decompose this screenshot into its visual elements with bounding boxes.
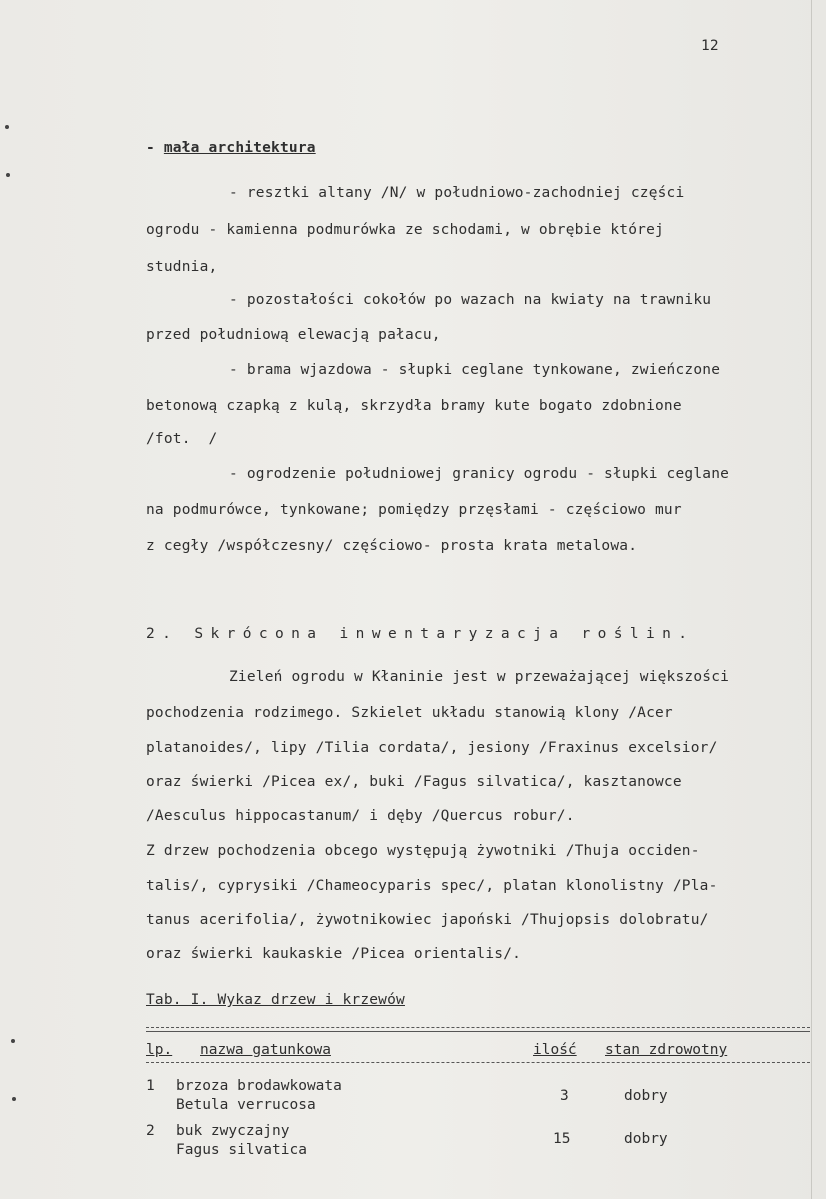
- row-lp: 1: [146, 1078, 155, 1094]
- body-line: pochodzenia rodzimego. Szkielet układu stanowią klony /Acer: [146, 705, 673, 721]
- body-line: tanus acerifolia/, żywotnikowiec japoński /Thujopsis dolobratu/: [146, 912, 709, 928]
- page-number: 12: [701, 38, 719, 54]
- paragraph-line: przed południową elewacją pałacu,: [146, 327, 441, 343]
- paragraph-line: /fot. /: [146, 431, 218, 447]
- section-heading-text: mała architektura: [163, 140, 316, 156]
- row-name-pl: buk zwyczajny: [176, 1123, 290, 1139]
- section-dash: -: [146, 140, 164, 156]
- table-top-rule: [146, 1027, 810, 1028]
- row-lp: 2: [146, 1123, 155, 1139]
- paragraph-line: - resztki altany /N/ w południowo-zachodniej części: [229, 185, 685, 201]
- row-state: dobry: [624, 1131, 668, 1147]
- margin-speck: [12, 1097, 16, 1101]
- paragraph-line: - ogrodzenie południowej granicy ogrodu - słupki ceglane: [229, 466, 730, 482]
- row-qty: 3: [560, 1088, 569, 1104]
- section-heading: [146, 138, 316, 158]
- body-line: talis/, cyprysiki /Chameocyparis spec/, platan klonolistny /Pla-: [146, 878, 718, 894]
- margin-speck: [5, 125, 9, 129]
- header-lp: lp.: [146, 1042, 173, 1058]
- paragraph-line: studnia,: [146, 259, 218, 275]
- header-qty: ilość: [533, 1042, 577, 1058]
- row-name-lat: Fagus silvatica: [176, 1142, 307, 1158]
- row-state: dobry: [624, 1088, 668, 1104]
- body-line: Zieleń ogrodu w Kłaninie jest w przeważającej większości: [229, 669, 730, 685]
- paragraph-line: - brama wjazdowa - słupki ceglane tynkowane, zwieńczone: [229, 362, 721, 378]
- header-bottom-rule: [146, 1062, 810, 1063]
- paragraph-line: z cegły /współczesny/ częściowo- prosta krata metalowa.: [146, 538, 638, 554]
- row-qty: 15: [553, 1131, 571, 1147]
- page-edge-line: [811, 0, 812, 1199]
- table-top-rule-solid: [146, 1031, 810, 1032]
- row-name-lat: Betula verrucosa: [176, 1097, 316, 1113]
- body-line: Z drzew pochodzenia obcego występują żywotniki /Thuja occiden-: [146, 843, 700, 859]
- body-line: oraz świerki /Picea ex/, buki /Fagus silvatica/, kasztanowce: [146, 774, 682, 790]
- paragraph-line: na podmurówce, tynkowane; pomiędzy przęsłami - częściowo mur: [146, 502, 682, 518]
- body-line: /Aesculus hippocastanum/ i dęby /Quercus robur/.: [146, 808, 575, 824]
- header-name: nazwa gatunkowa: [200, 1042, 331, 1058]
- body-line: platanoides/, lipy /Tilia cordata/, jesiony /Fraxinus excelsior/: [146, 740, 718, 756]
- table-caption: Tab. I. Wykaz drzew i krzewów: [146, 992, 405, 1008]
- margin-speck: [11, 1039, 15, 1043]
- row-name-pl: brzoza brodawkowata: [176, 1078, 342, 1094]
- margin-speck: [6, 173, 10, 177]
- paragraph-line: betonową czapką z kulą, skrzydła bramy kute bogato zdobnione: [146, 398, 682, 414]
- body-line: oraz świerki kaukaskie /Picea orientalis/.: [146, 946, 522, 962]
- paragraph-line: ogrodu - kamienna podmurówka ze schodami, w obrębie której: [146, 222, 664, 238]
- paragraph-line: - pozostałości cokołów po wazach na kwiaty na trawniku: [229, 292, 712, 308]
- header-state: stan zdrowotny: [605, 1042, 728, 1058]
- section2-heading: 2. Skrócona inwentaryzacja roślin.: [146, 626, 695, 642]
